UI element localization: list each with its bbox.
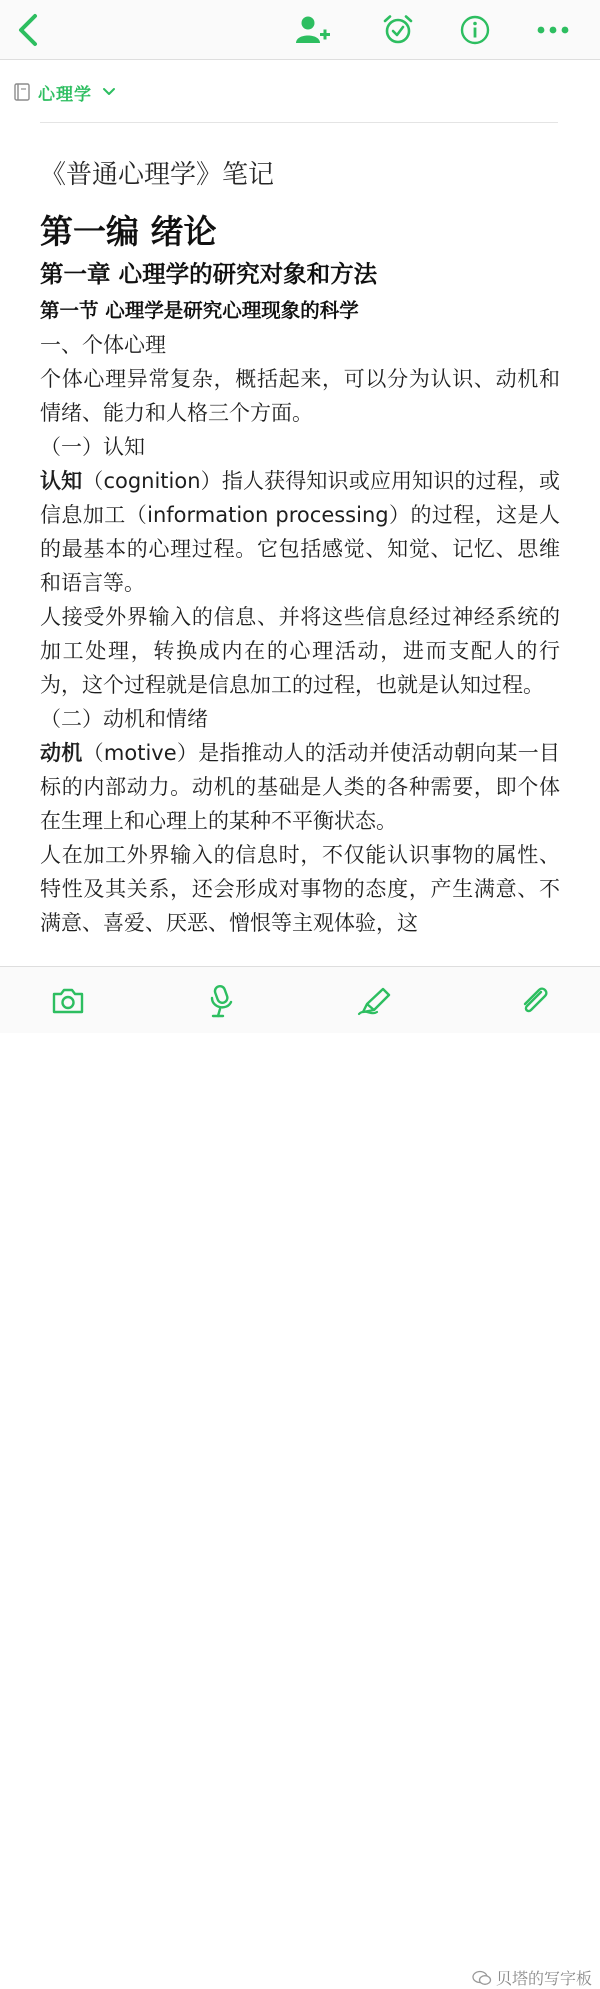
subheading-cognition: （一）认知: [40, 435, 145, 459]
watermark: [472, 1966, 592, 1989]
camera-icon: [51, 987, 85, 1015]
notebook-name: 心理学: [38, 84, 92, 105]
term-motive: 动机: [40, 741, 83, 765]
paragraph-motive: [40, 736, 560, 838]
info-button[interactable]: [453, 8, 497, 52]
paragraph-cognition: [40, 464, 560, 600]
back-button[interactable]: [6, 8, 50, 52]
paragraph: 人在加工外界输入的信息时，不仅能认识事物的属性、特性及其关系，还会形成对事物的态度，产生满意、不满意、喜爱、厌恶、憎恨等主观体验，这: [40, 843, 560, 935]
paperclip-icon: [517, 984, 551, 1018]
motive-definition: （motive）是指推动人的活动并使活动朝向某一目标的内部动力。动机的基础是人类的各种需要，即个体在生理上和心理上的某种不平衡状态。: [40, 741, 560, 833]
pen-icon: [357, 986, 395, 1016]
chapter-heading: 第一章 心理学的研究对象和方法: [40, 260, 378, 288]
divider: [40, 122, 558, 123]
cognition-definition: （cognition）指人获得知识或应用知识的过程，或信息加工（information processing）的过程，这是人的最基本的心理过程。它包括感觉、知觉、记忆、思维和语言等。: [40, 469, 561, 595]
microphone-icon: [207, 984, 237, 1018]
wechat-icon: [472, 1970, 492, 1986]
paragraph: 个体心理异常复杂，概括起来，可以分为认识、动机和情绪、能力和人格三个方面。: [40, 367, 560, 425]
share-button[interactable]: [291, 8, 335, 52]
term-cognition: 认知: [40, 469, 83, 493]
chevron-left-icon: [15, 13, 41, 47]
top-toolbar: [0, 0, 600, 60]
note-title: 《普通心理学》笔记: [40, 160, 275, 190]
audio-button[interactable]: [202, 981, 242, 1021]
subheading-individual-psychology: 一、个体心理: [40, 333, 166, 357]
handwriting-button[interactable]: [356, 981, 396, 1021]
more-dots-icon: [536, 25, 570, 35]
section-heading: 第一节 心理学是研究心理现象的科学: [40, 299, 359, 322]
add-person-icon: [295, 15, 331, 45]
notebook-icon: [14, 83, 30, 101]
part-heading: 第一编 绪论: [40, 212, 217, 251]
bottom-toolbar: [0, 966, 600, 1988]
alarm-clock-icon: [382, 14, 414, 46]
paragraph: 人接受外界输入的信息、并将这些信息经过神经系统的加工处理，转换成内在的心理活动，进而支配人的行为，这个过程就是信息加工的过程，也就是认知过程。: [40, 605, 560, 697]
reminder-button[interactable]: [376, 8, 420, 52]
more-button[interactable]: [531, 8, 575, 52]
info-icon: [459, 14, 491, 46]
subheading-motive-emotion: （二）动机和情绪: [40, 707, 208, 731]
watermark-text: 贝塔的写字板: [496, 1969, 593, 1988]
attachment-button[interactable]: [514, 981, 554, 1021]
notebook-selector[interactable]: [14, 78, 116, 106]
camera-button[interactable]: [48, 981, 88, 1021]
note-body[interactable]: [40, 150, 560, 940]
chevron-down-icon: [102, 87, 116, 97]
